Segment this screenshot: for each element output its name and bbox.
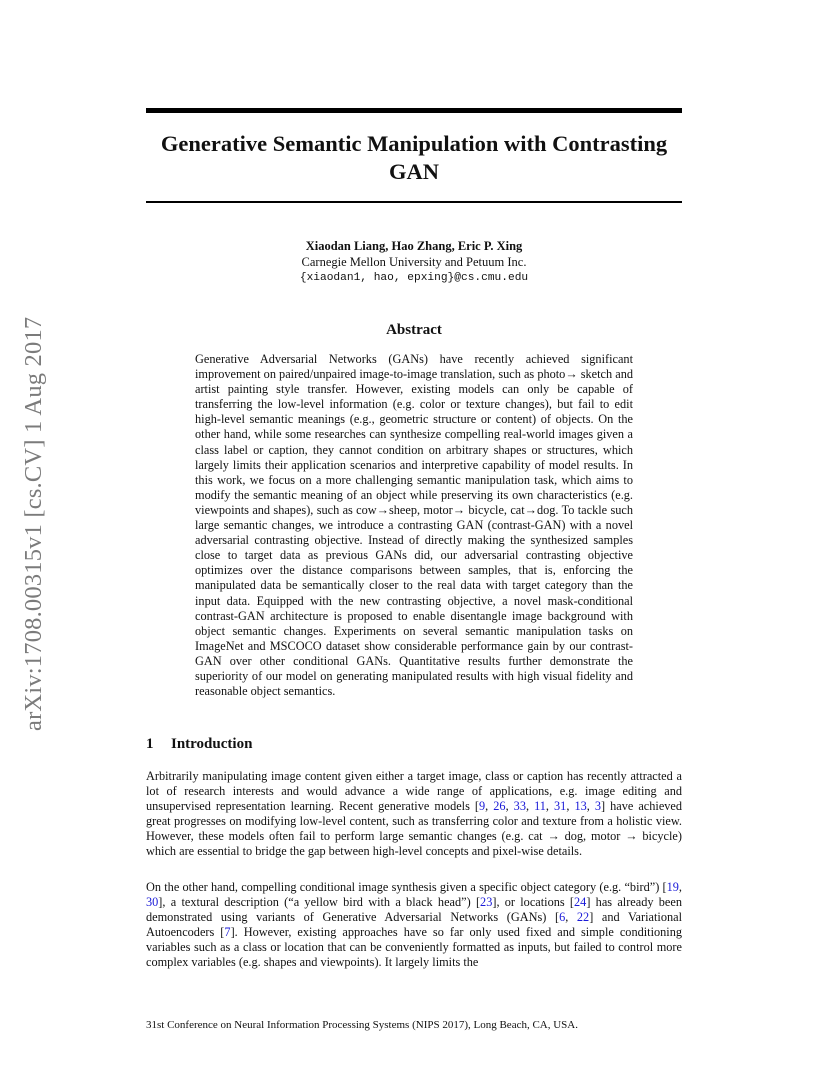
author-email: {xiaodan1, hao, epxing}@cs.cmu.edu	[299, 272, 529, 284]
citation-link[interactable]: 33	[513, 799, 526, 814]
citation-link[interactable]: 7	[224, 925, 231, 940]
title-bottom-rule	[146, 201, 682, 203]
author-affiliation: Carnegie Mellon University and Petuum Inc.	[301, 255, 527, 269]
title-top-rule	[146, 108, 682, 113]
citation-link[interactable]: 26	[493, 799, 506, 814]
p1-sep: ,	[525, 799, 535, 814]
p2-text-b: ], a textural description (“a yellow bird with a black head”) [	[158, 895, 481, 910]
p2-text-d: ] has already been demonstrated using variants of Generative Adversarial Networks (GANs) [	[146, 895, 682, 925]
p2-text-f: ]. However, existing approaches have so far only used fixed and simple conditioning variables such as a class or location that can be conveniently formatted as inputs, but failed to control more complex variables (e.g. shapes and viewpoints). It largely limits the	[146, 925, 682, 970]
p1-sep: ,	[586, 799, 595, 814]
arxiv-identifier: arXiv:1708.00315v1 [cs.CV] 1 Aug 2017	[20, 316, 47, 732]
p2-text-e: ] and Variational Autoencoders [	[146, 910, 682, 940]
conference-footnote: 31st Conference on Neural Information Processing Systems (NIPS 2017), Long Beach, CA, USA.	[146, 1019, 578, 1031]
author-names: Xiaodan Liang, Hao Zhang, Eric P. Xing	[305, 239, 523, 253]
p2-text-a: On the other hand, compelling conditional image synthesis given a specific object category (e.g. “bird”) [	[146, 880, 667, 894]
citation-link[interactable]: 31	[554, 799, 567, 814]
intro-paragraph-1	[146, 769, 682, 860]
p2-sep: ,	[565, 910, 577, 925]
section-number: 1	[146, 736, 154, 752]
intro-paragraph-2	[146, 880, 682, 971]
author-block	[146, 238, 682, 286]
abstract-heading: Abstract	[386, 322, 442, 338]
citation-link[interactable]: 30	[146, 895, 159, 910]
p1-sep: ,	[485, 799, 494, 814]
p2-sep: ,	[678, 880, 682, 894]
paper-title: Generative Semantic Manipulation with Contrasting GAN	[160, 131, 668, 184]
p1-text-b: ] have achieved great progresses on modifying low-level content, such as transferring color and texture from a holistic view. However, these models often fail to perform large semantic changes (e.g. cat → dog, motor → bicycle) which are essential to bridge the gap between high-level concepts and pixel-wise details.	[146, 799, 683, 859]
p1-sep: ,	[505, 799, 514, 814]
p1-text-a: Arbitrarily manipulating image content given either a target image, class or caption has recently attracted a lot of research interests and would advance a wide range of applications, e.g. image editing and unsupervised representation learning. Recent generative models [	[146, 769, 682, 814]
p2-text-c: ], or locations [	[492, 895, 575, 910]
p1-sep: ,	[566, 799, 575, 814]
citation-link[interactable]: 24	[574, 895, 587, 910]
citation-link[interactable]: 3	[594, 799, 601, 814]
section-heading-introduction	[146, 736, 252, 753]
citation-link[interactable]: 9	[479, 799, 486, 814]
citation-link[interactable]: 6	[559, 910, 566, 925]
abstract-text: Generative Adversarial Networks (GANs) have recently achieved significant improvement on paired/unpaired image-to-image translation, such as photo→ sketch and artist painting style transfer. However, existing models can only be capable of transferring the low-level information (e.g. color or texture changes), but fail to edit high-level semantic meanings (e.g., geometric structure or content) of objects. On the other hand, while some researches can synthesize compelling real-world images given a class label or caption, they cannot condition on arbitrary shapes or structures, which largely limits their application scenarios and interpretive capability of model results. In this work, we focus on a more challenging semantic manipulation task, which aims to modify the semantic meaning of an object while preserving its own characteristics (e.g. viewpoints and shapes), such as cow→sheep, motor→ bicycle, cat→dog. To tackle such large semantic changes, we introduce a contrasting GAN (contrast-GAN) with a novel adversarial contrasting objective. Instead of directly making the synthesized samples close to target data as previous GANs did, our adversarial contrasting objective optimizes over the distance comparisons between samples, that is, enforcing the manipulated data be semantically closer to the real data with target category than the input data. Equipped with the new contrasting objective, a novel mask-conditional contrast-GAN architecture is proposed to enable disentangle image background with object semantic changes. Experiments on several semantic manipulation tasks on ImageNet and MSCOCO dataset show considerable performance gain by our contrast-GAN over other conditional GANs. Quantitative results further demonstrate the superiority of our model on generating manipulated results with high visual fidelity and reasonable object semantics.	[195, 352, 633, 699]
citation-link[interactable]: 23	[480, 895, 493, 910]
section-title: Introduction	[171, 736, 253, 752]
citation-link[interactable]: 22	[576, 910, 590, 925]
p1-sep: ,	[545, 799, 555, 814]
citation-link[interactable]: 13	[574, 799, 587, 814]
citation-link[interactable]: 19	[666, 880, 679, 894]
citation-link[interactable]: 11	[534, 799, 546, 814]
